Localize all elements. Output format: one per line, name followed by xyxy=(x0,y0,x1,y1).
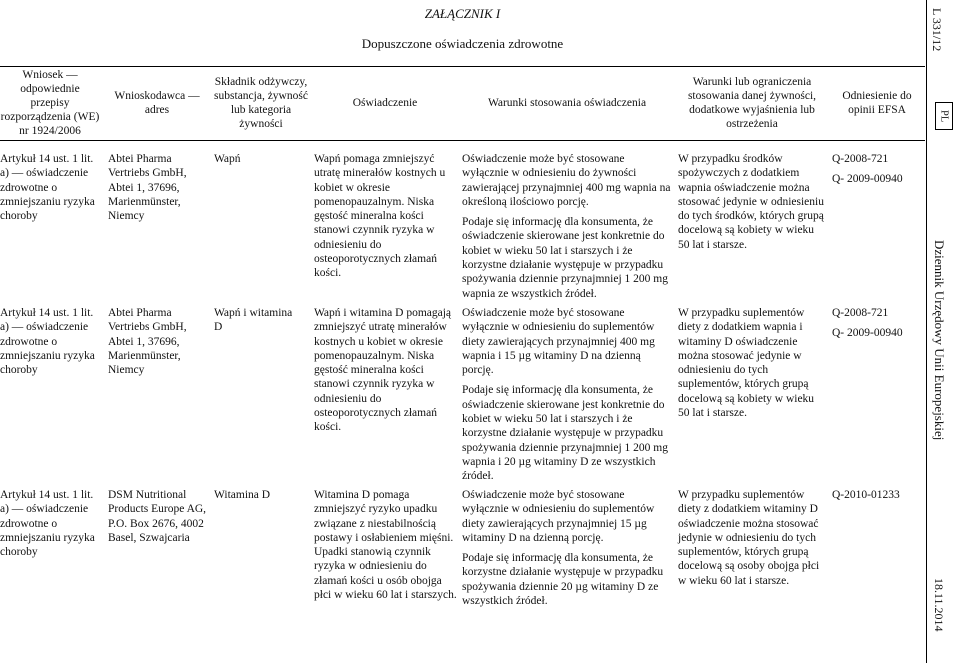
publication-date: 18.11.2014 xyxy=(932,578,946,632)
cell-conditions xyxy=(462,306,672,484)
efsa-reference: Q-2008-721 xyxy=(832,307,889,319)
column-header-restrictions: Warunki lub ograniczenia stosowania danej żywności, dodatkowe wyjaśnienia lub ostrzeżenia xyxy=(687,76,817,130)
cell-claim: Witamina D pomaga zmniejszyć ryzyko upadku związane z niestabilnością postawy i osłabieniem mięśni. Upadki stanowią czynnik ryzyka w odniesieniu do złamań kości u osób obojga płci w wieku 60 lat i starszych. xyxy=(314,489,457,602)
column-header-efsa: Odniesienie do opinii EFSA xyxy=(842,90,912,116)
cell-provision: Artykuł 14 ust. 1 lit. a) — oświadczenie zdrowotne o zmniejszaniu ryzyka choroby xyxy=(0,489,95,559)
cell-provision: Artykuł 14 ust. 1 lit. a) — oświadczenie zdrowotne o zmniejszaniu ryzyka choroby xyxy=(0,307,95,377)
cell-efsa xyxy=(832,488,924,502)
cell-restrictions: W przypadku środków spożywczych z dodatkiem wapnia oświadczenie można stosować jedynie w odniesieniu do tych środków, których grupą docelową są kobiety w wieku 50 lat i starsze. xyxy=(678,153,824,251)
condition-paragraph: Podaje się informację dla konsumenta, że oświadczenie skierowane jest konkretnie do kobiet w wieku 50 lat i starszych i że korzystne działanie występuje w przypadku spożywania dziennie przynajmniej 1 200 mg wapnia ze wszystkich źródeł. xyxy=(462,216,668,300)
column-header-conditions: Warunki stosowania oświadczenia xyxy=(487,97,647,109)
cell-restrictions: W przypadku suplementów diety z dodatkiem witaminy D oświadczenie można stosować jedynie w odniesieniu do tych suplementów, których grupą docelową są osoby obojga płci w wieku 60 lat i starsze. xyxy=(678,489,820,587)
efsa-reference: Q- 2009-00940 xyxy=(832,173,903,186)
column-header-nutrient: Składnik odżywczy, substancja, żywność lub kategoria żywności xyxy=(214,76,308,130)
cell-applicant: DSM Nutritional Products Europe AG, P.O. Box 2676, 4002 Basel, Szwajcaria xyxy=(108,489,207,544)
cell-efsa xyxy=(832,152,924,187)
page-reference: L 331/12 xyxy=(930,8,944,52)
cell-nutrient: Witamina D xyxy=(214,489,271,501)
column-header-claim: Oświadczenie xyxy=(352,97,418,109)
cell-claim: Wapń i witamina D pomagają zmniejszyć utratę minerałów kostnych u kobiet w okresie pomenopauzalnym. Niska gęstość mineralna kości stanowi czynnik ryzyka w odniesieniu do osteoporotycznych złamań kości. xyxy=(314,307,452,434)
efsa-reference: Q- 2009-00940 xyxy=(832,327,903,340)
cell-efsa xyxy=(832,306,924,341)
cell-applicant: Abtei Pharma Vertriebs GmbH, Abtei 1, 37696, Marienmünster, Niemcy xyxy=(108,153,187,223)
condition-paragraph: Oświadczenie może być stosowane wyłącznie w odniesieniu do suplementów diety zawierających przynajmniej 15 µg witaminy D na dzienną porcję. xyxy=(462,489,655,544)
annex-label: ZAŁĄCZNIK I xyxy=(424,6,501,21)
table-heading: Dopuszczone oświadczenia zdrowotne xyxy=(361,36,564,51)
cell-conditions xyxy=(462,152,672,301)
table-header-rule xyxy=(0,140,925,141)
condition-paragraph: Oświadczenie może być stosowane wyłącznie w odniesieniu do żywności zawierającej przynajmniej 400 mg wapnia na określoną ilościowo porcję. xyxy=(462,153,671,208)
efsa-reference: Q-2008-721 xyxy=(832,153,889,165)
journal-title: Dziennik Urzędowy Unii Europejskiej xyxy=(932,240,947,441)
condition-paragraph: Podaje się informację dla konsumenta, że oświadczenie skierowane jest konkretnie do kobiet w wieku 50 lat i starszych i że korzystne działanie występuje w przypadku spożywania dziennie przynajmniej 1 200 mg wapnia i 20 µg witaminy D ze wszystkich źródeł. xyxy=(462,384,668,483)
journal-margin xyxy=(926,0,960,663)
cell-nutrient: Wapń xyxy=(214,153,241,165)
cell-conditions xyxy=(462,488,672,608)
condition-paragraph: Oświadczenie może być stosowane wyłącznie w odniesieniu do suplementów diety zawierających przynajmniej 400 mg wapnia i 15 µg witaminy D na dzienną porcję. xyxy=(462,307,655,377)
cell-nutrient: Wapń i witamina D xyxy=(214,307,293,334)
efsa-reference: Q-2010-01233 xyxy=(832,489,900,501)
cell-restrictions: W przypadku suplementów diety z dodatkiem wapnia i witaminy D oświadczenie można stosować jedynie w odniesieniu do tych suplementów, których grupą docelową są kobiety w wieku 50 lat i starsze. xyxy=(678,307,815,420)
condition-paragraph: Podaje się informację dla konsumenta, że korzystne działanie występuje w przypadku spożywania dziennie 20 µg witaminy D ze wszystkich źródeł. xyxy=(462,552,664,608)
column-header-applicant: Wnioskodawca — adres xyxy=(114,90,200,116)
cell-applicant: Abtei Pharma Vertriebs GmbH, Abtei 1, 37696, Marienmünster, Niemcy xyxy=(108,307,187,377)
table-top-rule xyxy=(0,66,925,67)
language-badge: PL xyxy=(935,102,953,130)
cell-provision: Artykuł 14 ust. 1 lit. a) — oświadczenie zdrowotne o zmniejszaniu ryzyka choroby xyxy=(0,153,95,223)
column-header-provision: Wniosek — odpowiednie przepisy rozporządzenia (WE) nr 1924/2006 xyxy=(0,69,100,137)
cell-claim: Wapń pomaga zmniejszyć utratę minerałów kostnych u kobiet w okresie pomenopauzalnym. Niska gęstość mineralna kości stanowi czynnik ryzyka w odniesieniu do osteoporotycznych złamań kości. xyxy=(314,153,446,280)
